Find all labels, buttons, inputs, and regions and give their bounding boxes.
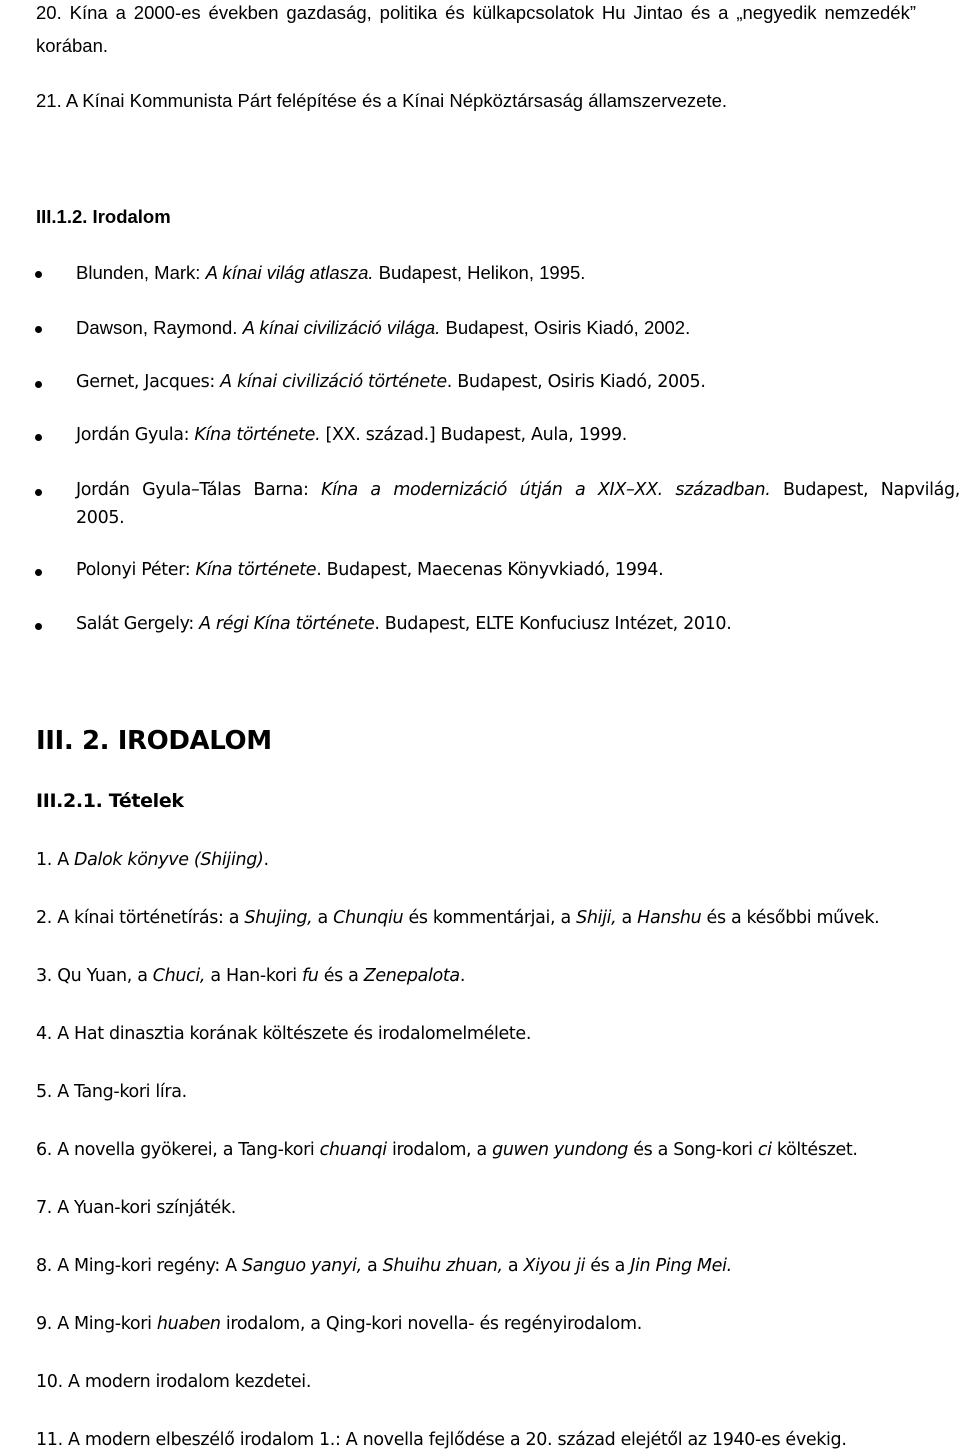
topic-text: és a [318,966,364,986]
reference-title: A kínai civilizáció története [220,372,447,392]
reference-publisher: [XX. század.] Budapest, Aula, 1999. [320,425,627,445]
topic-text: 5. A Tang-kori líra. [36,1082,187,1102]
reference-publisher: . Budapest, ELTE Konfuciusz Intézet, 2010. [374,614,732,634]
topic-work-title: Zenepalota [363,966,460,986]
topic-text: 4. A Hat dinasztia korának költészete és irodalomelmélete. [36,1024,532,1044]
reference-item [76,425,627,445]
topic-work-title: chuanqi [319,1140,387,1160]
reference-author: Salát Gergely: [76,614,200,634]
reference-title: Kína a modernizáció útján a XIX–XX. században. [321,480,771,500]
topic-work-title: ci [757,1140,772,1160]
reference-author: Jordán Gyula–Tálas Barna: [76,480,322,500]
topic-work-title: Shuihu zhuan, [382,1256,503,1276]
bullet-dot-icon [35,623,42,630]
topic-work-title: Shujing, [244,908,313,928]
topic-item [36,1256,732,1276]
topic-item [36,966,465,986]
topic-work-title: Sanguo yanyi, [241,1256,362,1276]
reference-author: Gernet, Jacques: [76,372,221,392]
topic-text: 3. Qu Yuan, a [36,966,153,986]
reference-publisher: . Budapest, Osiris Kiadó, 2005. [446,372,706,392]
reference-author: Dawson, Raymond. [76,317,243,338]
topic-text: . [459,966,466,986]
topic-text: irodalom, a Qing-kori novella- és regényirodalom. [220,1314,642,1334]
topic-work-title: Jin Ping Mei. [630,1256,732,1276]
topic-work-title: Hanshu [637,908,702,928]
reference-item [76,614,731,634]
topic-work-title: Chunqiu [333,908,404,928]
topic-text: költészet. [771,1140,858,1160]
topic-item [36,1314,642,1334]
topic-text: 10. A modern irodalom kezdetei. [36,1372,312,1392]
topic-text: 8. A Ming-kori regény: A [36,1256,242,1276]
topic-work-title: Xiyou ji [523,1256,586,1276]
topic-text: 11. A modern elbeszélő irodalom 1.: A novella fejlődése a 20. század elejétől az 1940-es évekig. [36,1430,847,1450]
topic-work-title: Dalok könyve (Shijing) [74,850,264,870]
bullet-dot-icon [35,569,42,576]
topic-item [36,1024,531,1044]
topic-text: a Han-kori [205,966,302,986]
topic-item [36,908,879,928]
reference-author: Jordán Gyula: [76,425,195,445]
reference-author: Blunden, Mark: [76,262,206,283]
bullet-dot-icon [35,381,42,388]
topic-text: a [616,908,638,928]
topic-work-title: fu [301,966,319,986]
topic-item [36,1140,858,1160]
topic-text: . [263,850,269,870]
topic-text: 1. A [36,850,75,870]
reference-publisher: Budapest, Napvilág, [770,480,960,500]
list-item-20-line1: 20. Kína a 2000-es években gazdaság, politika és külkapcsolatok Hu Jintao és a „negyedik nemzedék” [36,2,916,23]
topic-item [36,850,269,870]
reference-title: A kínai civilizáció világa. [242,317,441,338]
topic-text: irodalom, a [386,1140,493,1160]
reference-publisher: . Budapest, Maecenas Könyvkiadó, 1994. [316,560,664,580]
topic-text: és kommentárjai, a [403,908,577,928]
topic-work-title: huaben [156,1314,221,1334]
topic-text: a [312,908,334,928]
section-heading-irodalom: III.1.2. Irodalom [36,206,171,227]
reference-title: Kína története. [194,425,321,445]
topic-item [36,1372,311,1392]
topic-work-title: guwen yundong [492,1140,628,1160]
reference-item [76,317,690,339]
list-item-20-line2: korában. [36,35,108,56]
reference-item [76,262,585,284]
reference-publisher: Budapest, Helikon, 1995. [373,262,586,283]
list-item-21: 21. A Kínai Kommunista Párt felépítése és a Kínai Népköztársaság államszervezete. [36,90,728,111]
section-title: III. 2. IRODALOM [36,726,272,756]
topic-item [36,1198,236,1218]
reference-item [76,480,960,500]
topic-work-title: Chuci, [152,966,206,986]
bullet-dot-icon [35,271,42,278]
bullet-dot-icon [35,434,42,441]
reference-publisher: Budapest, Osiris Kiadó, 2002. [440,317,691,338]
topic-work-title: Shiji, [576,908,617,928]
topic-text: 7. A Yuan-kori színjáték. [36,1198,236,1218]
topic-text: a [502,1256,524,1276]
topic-text: 6. A novella gyökerei, a Tang-kori [36,1140,320,1160]
reference-item-continuation: 2005. [76,508,125,528]
topic-item [36,1082,187,1102]
reference-item [76,372,706,392]
reference-title: Kína története [195,560,317,580]
reference-item [76,560,663,580]
topic-text: 2. A kínai történetírás: a [36,908,245,928]
reference-title: A régi Kína története [199,614,375,634]
bullet-dot-icon [35,489,42,496]
section-subtitle: III.2.1. Tételek [36,790,184,812]
topic-text: és a Song-kori [628,1140,758,1160]
reference-title: A kínai világ atlasza. [205,262,374,283]
reference-author: Polonyi Péter: [76,560,196,580]
topic-text: a [361,1256,383,1276]
bullet-dot-icon [35,326,42,333]
topic-item [36,1430,847,1450]
topic-text: és a későbbi művek. [701,908,880,928]
topic-text: 9. A Ming-kori [36,1314,157,1334]
topic-text: és a [585,1256,631,1276]
